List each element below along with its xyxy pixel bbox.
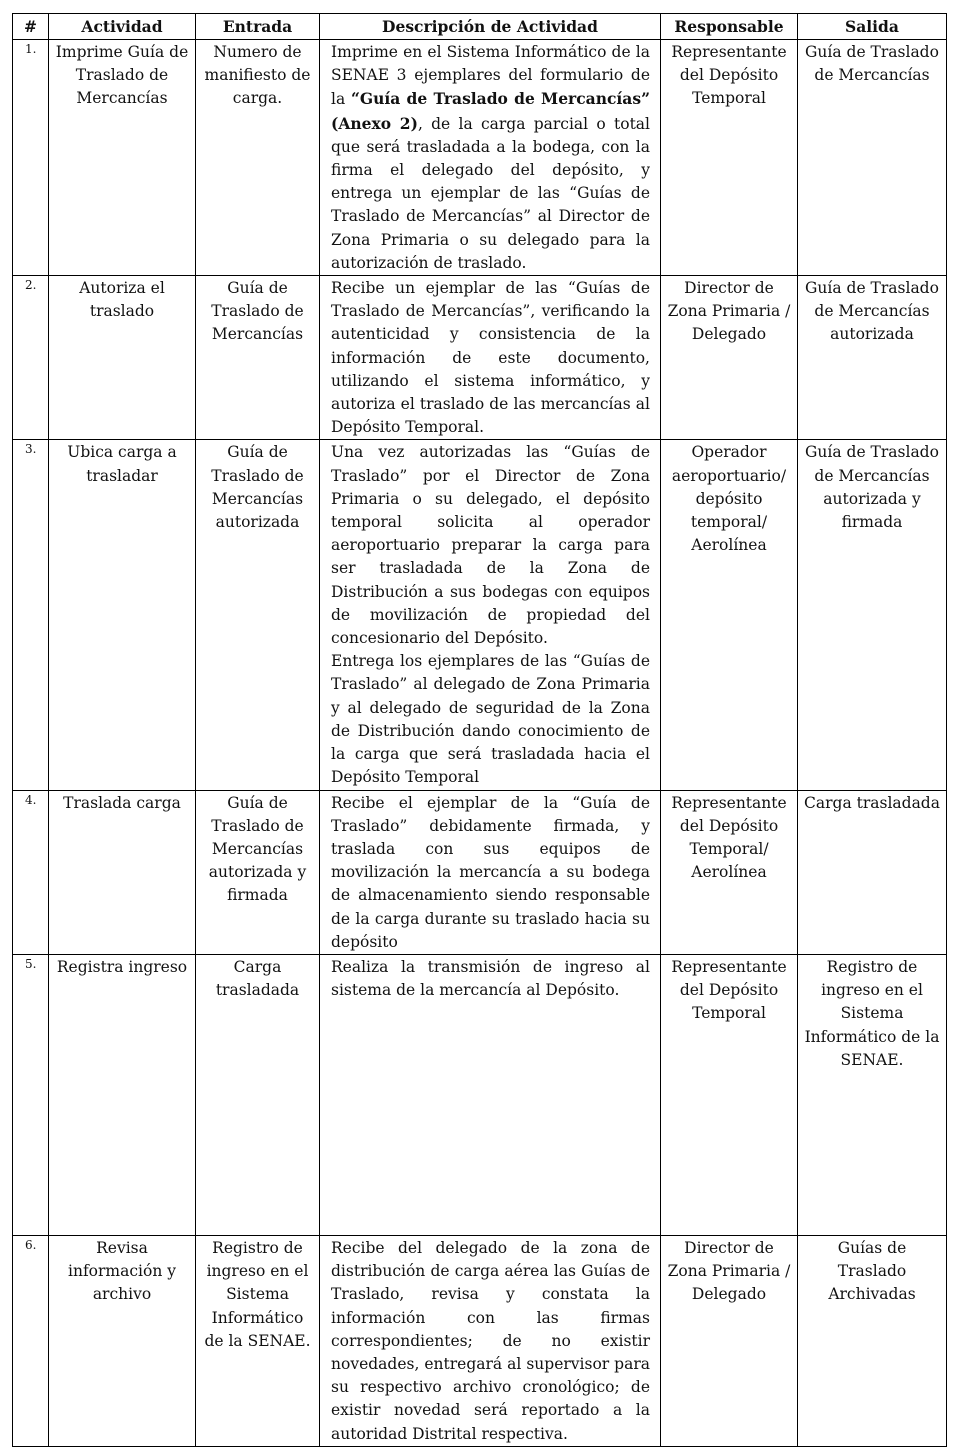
row-salida: Guías de Traslado Archivadas bbox=[798, 1235, 947, 1446]
header-actividad: Actividad bbox=[49, 14, 196, 40]
description-paragraph: Recibe del delegado de la zona de distribución de carga aérea las Guías de Traslado, revisa y constata la información con las firmas correspondientes; de no existir novedades, entregará al supervisor para su respectivo archivo cronológico; de existir novedad será reportado a la autoridad Distrital respectiva. bbox=[331, 1238, 650, 1443]
table-row bbox=[13, 276, 947, 440]
row-number: 2. bbox=[13, 276, 49, 440]
table-row bbox=[13, 1235, 947, 1446]
row-responsable: Representante del Depósito Temporal bbox=[661, 954, 798, 1235]
row-descripcion bbox=[320, 790, 661, 954]
description-paragraph: Recibe el ejemplar de la “Guía de Traslado” debidamente firmada, y traslada con sus equipos de movilización la mercancía a su bodega de almacenamiento siendo responsable de la carga durante su traslado hacia su depósito bbox=[331, 793, 650, 951]
row-entrada: Guía de Traslado de Mercancías bbox=[196, 276, 320, 440]
table-row bbox=[13, 954, 947, 1235]
row-salida: Carga trasladada bbox=[798, 790, 947, 954]
row-descripcion bbox=[320, 1235, 661, 1446]
header-responsable: Responsable bbox=[661, 14, 798, 40]
row-descripcion bbox=[320, 276, 661, 440]
row-descripcion bbox=[320, 954, 661, 1235]
description-bold-text: “Guía de Traslado de Mercancías” (Anexo 2) bbox=[331, 89, 650, 133]
row-actividad: Imprime Guía de Traslado de Mercancías bbox=[49, 40, 196, 276]
header-num: # bbox=[13, 14, 49, 40]
description-paragraph: Realiza la transmisión de ingreso al sistema de la mercancía al Depósito. bbox=[331, 957, 650, 1000]
table-row bbox=[13, 40, 947, 276]
row-entrada: Numero de manifiesto de carga. bbox=[196, 40, 320, 276]
table-row bbox=[13, 790, 947, 954]
row-actividad: Autoriza el traslado bbox=[49, 276, 196, 440]
row-number: 5. bbox=[13, 954, 49, 1235]
description-paragraph bbox=[331, 41, 650, 275]
description-paragraph: Una vez autorizadas las “Guías de Traslado” por el Director de Zona Primaria o su delegado, el depósito temporal solicita al operador aeroportuario preparar la carga para ser trasladada de la Zona de Distribución a sus bodegas con equipos de movilización de propiedad del concesionario del Depósito. bbox=[331, 443, 650, 648]
row-entrada: Guía de Traslado de Mercancías autorizada bbox=[196, 440, 320, 790]
row-salida: Guía de Traslado de Mercancías autorizada y firmada bbox=[798, 440, 947, 790]
row-descripcion bbox=[320, 440, 661, 790]
row-responsable: Director de Zona Primaria / Delegado bbox=[661, 1235, 798, 1446]
description-paragraph: Recibe un ejemplar de las “Guías de Traslado de Mercancías”, verificando la autenticidad y consistencia de la información de este documento, utilizando el sistema informático, y autoriza el traslado de las mercancías al Depósito Temporal. bbox=[331, 279, 650, 437]
row-salida: Guía de Traslado de Mercancías bbox=[798, 40, 947, 276]
row-actividad: Revisa información y archivo bbox=[49, 1235, 196, 1446]
row-entrada: Registro de ingreso en el Sistema Informático de la SENAE. bbox=[196, 1235, 320, 1446]
row-responsable: Representante del Depósito Temporal bbox=[661, 40, 798, 276]
row-number: 1. bbox=[13, 40, 49, 276]
row-salida: Registro de ingreso en el Sistema Informático de la SENAE. bbox=[798, 954, 947, 1235]
header-descripcion: Descripción de Actividad bbox=[320, 14, 661, 40]
row-entrada: Guía de Traslado de Mercancías autorizada y firmada bbox=[196, 790, 320, 954]
table-row bbox=[13, 440, 947, 790]
row-responsable: Director de Zona Primaria / Delegado bbox=[661, 276, 798, 440]
row-number: 6. bbox=[13, 1235, 49, 1446]
row-descripcion bbox=[320, 40, 661, 276]
row-entrada: Carga trasladada bbox=[196, 954, 320, 1235]
description-text: Imprime en el Sistema Informático de la SENAE 3 ejemplares del formulario de la bbox=[331, 43, 650, 109]
header-row bbox=[13, 14, 947, 40]
row-responsable: Operador aeroportuario/ depósito temporal/ Aerolínea bbox=[661, 440, 798, 790]
description-paragraph: Entrega los ejemplares de las “Guías de Traslado” al delegado de Zona Primaria y al delegado de seguridad de la Zona de Distribución dando conocimiento de la carga que será trasladada hacia el Depósito Temporal bbox=[331, 652, 650, 787]
procedure-table bbox=[12, 13, 947, 1447]
description-text: , de la carga parcial o total que será trasladada a la bodega, con la firma el delegado del depósito, y entrega un ejemplar de las “Guías de Traslado de Mercancías” al Director de Zona Primaria o su delegado para la autorización de traslado. bbox=[331, 114, 650, 272]
row-number: 4. bbox=[13, 790, 49, 954]
header-salida: Salida bbox=[798, 14, 947, 40]
row-responsable: Representante del Depósito Temporal/ Aerolínea bbox=[661, 790, 798, 954]
header-entrada: Entrada bbox=[196, 14, 320, 40]
row-number: 3. bbox=[13, 440, 49, 790]
row-actividad: Traslada carga bbox=[49, 790, 196, 954]
row-salida: Guía de Traslado de Mercancías autorizada bbox=[798, 276, 947, 440]
row-actividad: Registra ingreso bbox=[49, 954, 196, 1235]
row-actividad: Ubica carga a trasladar bbox=[49, 440, 196, 790]
